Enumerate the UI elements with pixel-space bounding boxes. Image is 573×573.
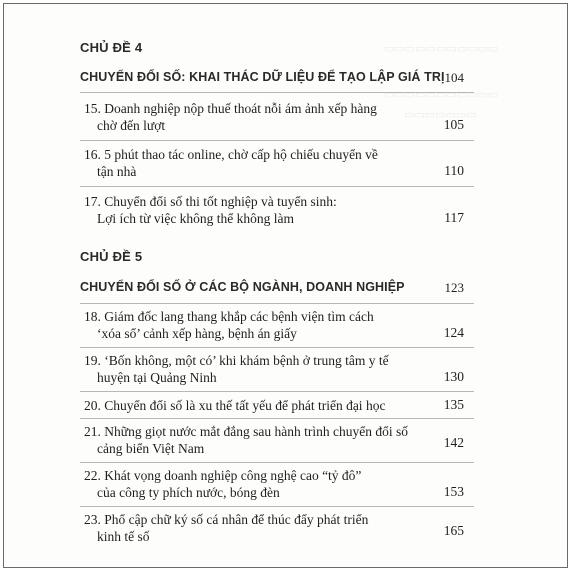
divider [80,391,474,392]
entry-21-page: 142 [443,435,464,450]
entry-23-page: 165 [443,523,464,538]
show-through-text: ▭▭▭▭▭▭▭ [404,109,477,121]
entry-18-page: 124 [443,325,464,340]
entry-title-line2: huyện tại Quảng Ninh [97,370,217,385]
entry-19-page: 130 [443,369,464,384]
entry-title-line2: ‘xóa sổ’ cảnh xếp hàng, bệnh án giấy [97,326,297,341]
toc-entry-17 [84,193,474,227]
entry-17-page: 117 [444,210,464,225]
divider [80,186,474,187]
show-through-text: ▭▭▭▭▭▭▭▭▭▭▭ [384,89,499,101]
entry-title-line2: của công ty phích nước, bóng đèn [97,485,280,500]
toc-entry-20 [84,397,474,414]
topic-5-label: CHỦ ĐỀ 5 [80,249,143,264]
entry-title-line1: 19. ‘Bốn không, một có’ khi khám bệnh ở trung tâm y tế [84,353,389,368]
toc-entry-23 [84,511,474,545]
show-through-text: ▭▭▭▭▭▭▭▭▭▭▭ [384,43,499,55]
divider [80,506,474,507]
entry-title-line1: 21. Những giọt nước mắt đắng sau hành trình chuyển đổi số [84,424,408,439]
topic-4-page: 104 [444,70,464,85]
entry-title-line1: 16. 5 phút thao tác online, chờ cấp hộ chiếu chuyển về [84,147,378,162]
entry-title-line1: 18. Giám đốc lang thang khắp các bệnh viện tìm cách [84,309,374,324]
entry-15-page: 105 [443,117,464,132]
entry-title-line2: Lợi ích từ việc không thể không làm [97,211,295,226]
toc-entry-22 [84,467,474,501]
toc-entry-19 [84,352,474,386]
entry-title-line1: 22. Khát vọng doanh nghiệp công nghệ cao “tỷ đô” [84,468,362,483]
entry-title-line1: 20. Chuyển đổi số là xu thế tất yếu để phát triển đại học [84,398,386,413]
divider [80,140,474,141]
topic-5-title: CHUYỂN ĐỔI SỐ Ở CÁC BỘ NGÀNH, DOANH NGHIỆP [80,280,405,294]
divider [80,462,474,463]
toc-entry-15 [84,100,474,134]
book-page [3,3,568,568]
entry-title-line2: kinh tế số [97,529,150,544]
entry-title-line2: cảng biển Việt Nam [97,441,205,456]
topic-5-page: 123 [444,280,464,295]
entry-22-page: 153 [443,484,464,499]
entry-title-line1: 17. Chuyển đổi số thi tốt nghiệp và tuyển sinh: [84,194,337,209]
entry-title-line1: 23. Phổ cập chữ ký số cá nhân để thúc đẩy phát triển [84,512,369,527]
divider [80,303,474,304]
divider [80,92,474,93]
divider [80,418,474,419]
divider [80,347,474,348]
topic-4-label: CHỦ ĐỀ 4 [80,40,143,55]
toc-entry-18 [84,308,474,342]
entry-title-line2: tận nhà [97,164,137,179]
entry-16-page: 110 [444,163,464,178]
topic-4-title: CHUYỂN ĐỔI SỐ: KHAI THÁC DỮ LIỆU ĐỂ TẠO LẬP GIÁ TRỊ [80,70,445,84]
toc-entry-16 [84,146,474,180]
entry-title-line1: 15. Doanh nghiệp nộp thuế thoát nỗi ám ảnh xếp hàng [84,101,377,116]
toc-entry-21 [84,423,474,457]
entry-title-line2: chờ đến lượt [97,118,166,133]
entry-20-page: 135 [443,397,464,412]
